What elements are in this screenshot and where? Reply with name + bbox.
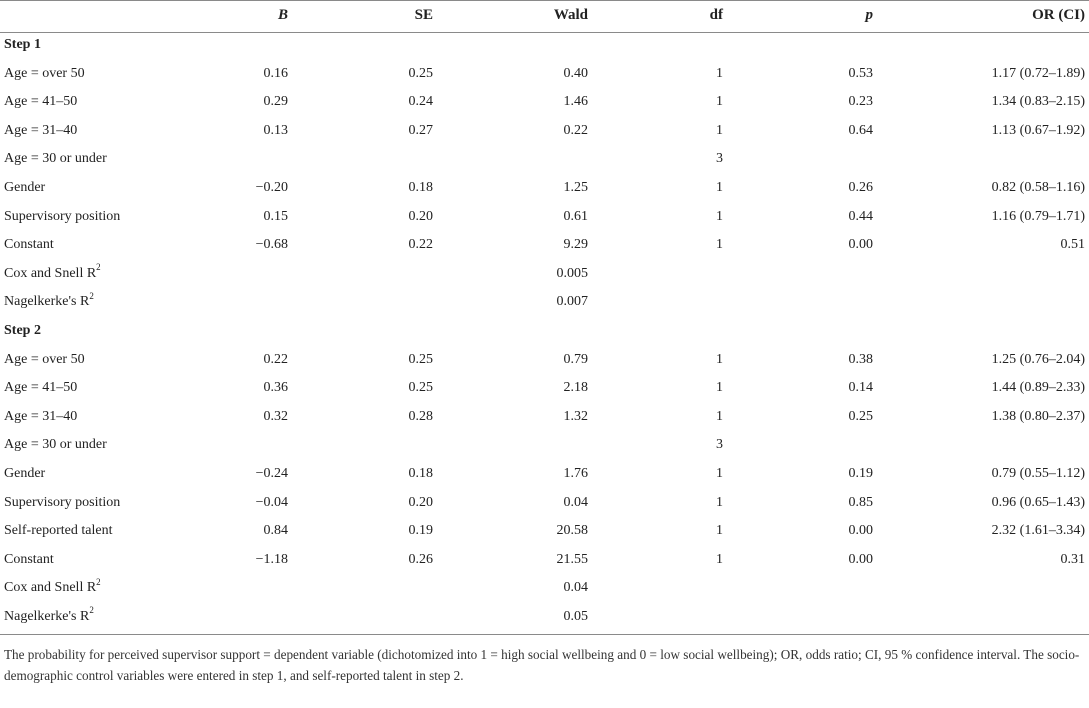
cell-df: 1 — [716, 380, 723, 396]
cell-or: 1.17 (0.72–1.89) — [991, 65, 1085, 81]
nagelkerke-value: 0.007 — [556, 294, 588, 310]
empty-cell — [590, 260, 725, 289]
cell-or: 1.25 (0.76–2.04) — [991, 351, 1085, 367]
empty-cell — [725, 260, 875, 289]
empty-cell — [725, 288, 875, 317]
cell-p: 0.00 — [848, 237, 873, 253]
header-or-ci: OR (CI) — [1032, 7, 1085, 23]
cell-or: 1.34 (0.83–2.15) — [991, 94, 1085, 110]
cell-se: 0.28 — [408, 408, 433, 424]
cell-se: 0.25 — [408, 65, 433, 81]
cell-p: 0.53 — [848, 65, 873, 81]
cox-snell-label-text: Cox and Snell R — [4, 580, 97, 596]
cell-df: 1 — [716, 523, 723, 539]
cell-b: −1.18 — [255, 551, 288, 567]
empty-cell — [725, 574, 875, 603]
cell-se: 0.25 — [408, 351, 433, 367]
cell-p: 0.00 — [848, 523, 873, 539]
cell-p: 0.64 — [848, 122, 873, 138]
table-body — [0, 31, 1089, 631]
table-row — [0, 431, 1089, 460]
cell-se: 0.19 — [408, 523, 433, 539]
empty-cell — [590, 288, 725, 317]
empty-cell — [160, 603, 290, 632]
nagelkerke-label — [0, 603, 160, 632]
empty-cell — [875, 288, 1089, 317]
cell-wald — [435, 431, 590, 460]
row-label: Age = over 50 — [4, 65, 85, 81]
empty-cell — [160, 317, 290, 346]
table-row — [0, 60, 1089, 89]
cell-or: 0.51 — [1060, 237, 1085, 253]
cell-wald: 1.25 — [563, 179, 588, 195]
cell-p — [725, 145, 875, 174]
empty-cell — [290, 317, 435, 346]
empty-cell — [725, 317, 875, 346]
nagelkerke-value: 0.05 — [563, 608, 588, 624]
step2-title: Step 2 — [4, 322, 41, 338]
table-row — [0, 174, 1089, 203]
cell-se: 0.27 — [408, 122, 433, 138]
r-squared-superscript: 2 — [89, 605, 94, 616]
cell-df: 1 — [716, 179, 723, 195]
cell-wald: 0.40 — [563, 65, 588, 81]
nagelkerke-label-text: Nagelkerke's R — [4, 294, 90, 310]
cox-snell-value: 0.04 — [563, 580, 588, 596]
table-row — [0, 460, 1089, 489]
cell-or: 0.96 (0.65–1.43) — [991, 494, 1085, 510]
cell-wald: 0.22 — [563, 122, 588, 138]
empty-cell — [590, 317, 725, 346]
cell-wald: 2.18 — [563, 380, 588, 396]
step1-title: Step 1 — [4, 37, 41, 52]
empty-cell — [590, 603, 725, 632]
cell-or: 1.38 (0.80–2.37) — [991, 408, 1085, 424]
empty-cell — [160, 260, 290, 289]
header-b: B — [277, 7, 288, 23]
empty-cell — [590, 574, 725, 603]
table-row — [0, 88, 1089, 117]
cell-b: −0.20 — [255, 179, 288, 195]
r-squared-superscript: 2 — [89, 290, 94, 301]
row-label: Age = 31–40 — [4, 408, 78, 424]
cell-b: 0.16 — [263, 65, 288, 81]
cell-p: 0.25 — [848, 408, 873, 424]
cell-wald: 1.76 — [563, 465, 588, 481]
header-df: df — [709, 7, 723, 23]
empty-cell — [875, 260, 1089, 289]
nagelkerke-label — [0, 288, 160, 317]
cell-df: 1 — [716, 465, 723, 481]
cell-wald: 0.61 — [563, 208, 588, 224]
empty-cell — [290, 260, 435, 289]
row-label: Age = 41–50 — [4, 94, 78, 110]
header-row — [0, 0, 1089, 31]
cell-wald: 9.29 — [563, 237, 588, 253]
cell-or: 1.44 (0.89–2.33) — [991, 380, 1085, 396]
row-label: Constant — [4, 551, 54, 567]
table-row — [0, 489, 1089, 518]
r-squared-superscript: 2 — [96, 576, 101, 587]
cell-b: 0.32 — [263, 408, 288, 424]
cell-b: −0.04 — [255, 494, 288, 510]
empty-cell — [875, 603, 1089, 632]
empty-cell — [725, 31, 875, 60]
row-label: Supervisory position — [4, 208, 121, 224]
cell-or: 2.32 (1.61–3.34) — [991, 523, 1085, 539]
header-se: SE — [414, 7, 433, 23]
cell-df: 1 — [716, 351, 723, 367]
cell-wald: 20.58 — [556, 523, 588, 539]
table-row — [0, 117, 1089, 146]
cell-wald — [435, 145, 590, 174]
cell-b: 0.15 — [263, 208, 288, 224]
row-label: Gender — [4, 465, 46, 481]
table-row — [0, 203, 1089, 232]
cell-df: 3 — [716, 151, 723, 167]
cell-or: 0.31 — [1060, 551, 1085, 567]
header-wald: Wald — [553, 7, 588, 23]
cell-df: 1 — [716, 408, 723, 424]
empty-cell — [725, 603, 875, 632]
row-label: Self-reported talent — [4, 523, 113, 539]
cell-p: 0.38 — [848, 351, 873, 367]
cell-or — [875, 145, 1089, 174]
cell-df: 1 — [716, 494, 723, 510]
empty-cell — [160, 288, 290, 317]
cell-se: 0.20 — [408, 208, 433, 224]
empty-cell — [875, 31, 1089, 60]
step1-cox-snell-row — [0, 260, 1089, 289]
cell-df: 1 — [716, 551, 723, 567]
table-row — [0, 145, 1089, 174]
bottom-rule — [0, 634, 1089, 635]
cox-snell-label — [0, 574, 160, 603]
cell-se: 0.18 — [408, 465, 433, 481]
cell-p: 0.26 — [848, 179, 873, 195]
cell-df: 1 — [716, 122, 723, 138]
row-label: Age = 31–40 — [4, 122, 78, 138]
row-label: Age = 30 or under — [4, 437, 107, 453]
cell-p — [725, 431, 875, 460]
step2-cox-snell-row — [0, 574, 1089, 603]
cell-or: 0.82 (0.58–1.16) — [991, 179, 1085, 195]
cell-or: 1.13 (0.67–1.92) — [991, 122, 1085, 138]
cell-b: 0.84 — [263, 523, 288, 539]
row-label: Age = over 50 — [4, 351, 85, 367]
table-footnote: The probability for perceived supervisor support = dependent variable (dichotomized into 1 = high social wellbeing and 0 = low social wellbeing); OR, odds ratio; CI, 95 % confidence interval. The socio-demographic control variables were entered in step 1, and self-reported talent in step 2. — [4, 647, 1080, 683]
header-p: p — [865, 7, 873, 23]
cell-b: 0.22 — [263, 351, 288, 367]
cell-b — [160, 431, 290, 460]
cell-se: 0.22 — [408, 237, 433, 253]
cell-df: 1 — [716, 65, 723, 81]
cell-df: 3 — [716, 437, 723, 453]
empty-cell — [875, 317, 1089, 346]
cell-b: −0.24 — [255, 465, 288, 481]
cox-snell-value: 0.005 — [556, 265, 588, 281]
empty-cell — [290, 288, 435, 317]
cell-p: 0.23 — [848, 94, 873, 110]
cell-or: 1.16 (0.79–1.71) — [991, 208, 1085, 224]
cell-p: 0.00 — [848, 551, 873, 567]
cell-se: 0.18 — [408, 179, 433, 195]
header-label — [0, 0, 160, 31]
cell-wald: 1.46 — [563, 94, 588, 110]
cell-df: 1 — [716, 208, 723, 224]
cell-p: 0.85 — [848, 494, 873, 510]
step1-title-row — [0, 31, 1089, 60]
cell-wald: 21.55 — [556, 551, 588, 567]
empty-cell — [435, 317, 590, 346]
row-label: Supervisory position — [4, 494, 121, 510]
table-row — [0, 346, 1089, 375]
cell-df: 1 — [716, 237, 723, 253]
cell-wald: 1.32 — [563, 408, 588, 424]
cell-b — [160, 145, 290, 174]
cell-p: 0.14 — [848, 380, 873, 396]
empty-cell — [290, 603, 435, 632]
empty-cell — [290, 31, 435, 60]
empty-cell — [875, 574, 1089, 603]
table-row — [0, 546, 1089, 575]
r-squared-superscript: 2 — [96, 262, 101, 273]
step2-title-row — [0, 317, 1089, 346]
cell-df: 1 — [716, 94, 723, 110]
cell-or — [875, 431, 1089, 460]
cox-snell-label — [0, 260, 160, 289]
empty-cell — [160, 31, 290, 60]
row-label: Constant — [4, 237, 54, 253]
step1-nagelkerke-row — [0, 288, 1089, 317]
cell-se — [290, 431, 435, 460]
table-row — [0, 517, 1089, 546]
empty-cell — [435, 31, 590, 60]
empty-cell — [590, 31, 725, 60]
empty-cell — [160, 574, 290, 603]
cell-wald: 0.79 — [563, 351, 588, 367]
table-row — [0, 374, 1089, 403]
row-label: Age = 30 or under — [4, 151, 107, 167]
cell-p: 0.44 — [848, 208, 873, 224]
row-label: Gender — [4, 179, 46, 195]
cell-se: 0.24 — [408, 94, 433, 110]
cell-se: 0.25 — [408, 380, 433, 396]
cox-snell-label-text: Cox and Snell R — [4, 265, 97, 281]
cell-b: 0.29 — [263, 94, 288, 110]
step2-nagelkerke-row — [0, 603, 1089, 632]
cell-se: 0.20 — [408, 494, 433, 510]
cell-se — [290, 145, 435, 174]
cell-or: 0.79 (0.55–1.12) — [991, 465, 1085, 481]
cell-se: 0.26 — [408, 551, 433, 567]
cell-p: 0.19 — [848, 465, 873, 481]
row-label: Age = 41–50 — [4, 380, 78, 396]
cell-b: 0.36 — [263, 380, 288, 396]
cell-wald: 0.04 — [563, 494, 588, 510]
nagelkerke-label-text: Nagelkerke's R — [4, 608, 90, 624]
table-row — [0, 403, 1089, 432]
empty-cell — [290, 574, 435, 603]
table-row — [0, 231, 1089, 260]
cell-b: 0.13 — [263, 122, 288, 138]
cell-b: −0.68 — [255, 237, 288, 253]
